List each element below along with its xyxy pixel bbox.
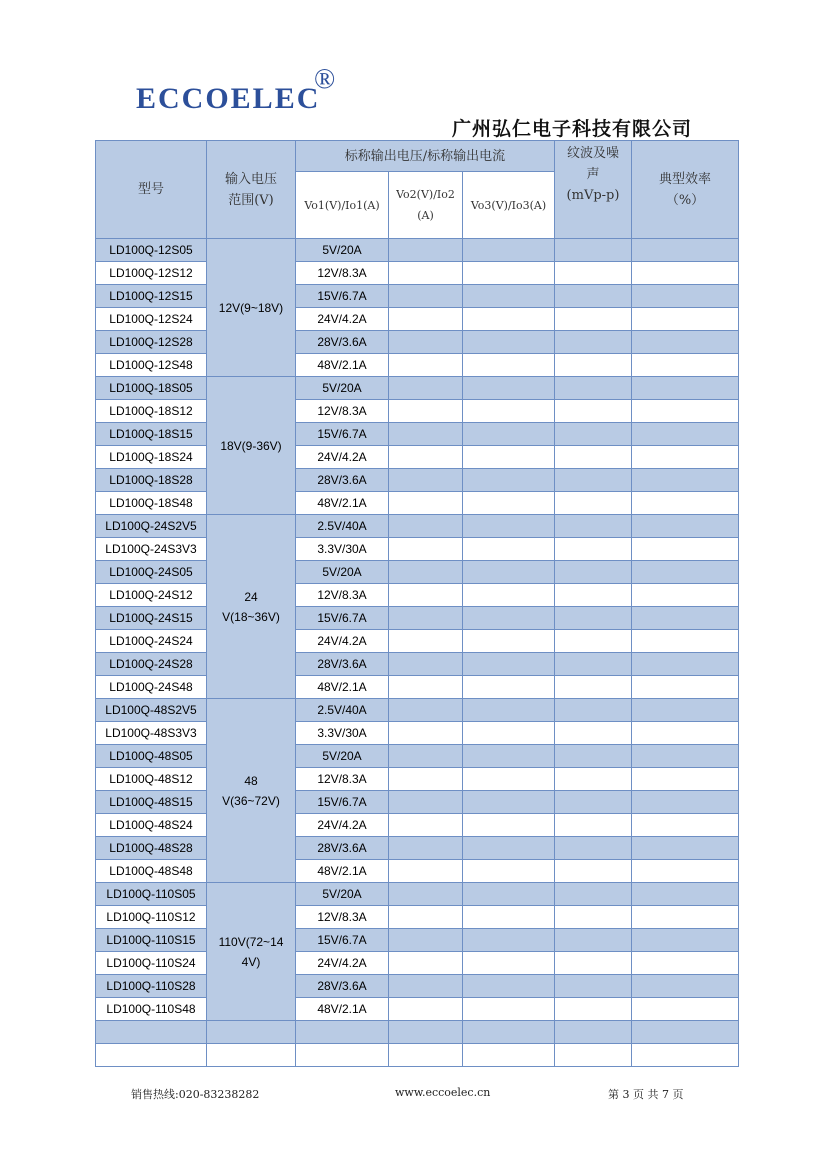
- vo2-cell: [389, 837, 463, 860]
- vo2-cell: [389, 745, 463, 768]
- vo1-cell: 15V/6.7A: [296, 929, 389, 952]
- ripple-cell: [555, 768, 632, 791]
- model-cell: LD100Q-48S28: [96, 837, 207, 860]
- vo1-cell: 48V/2.1A: [296, 354, 389, 377]
- vo3-cell: [463, 308, 555, 331]
- vo1-cell: 3.3V/30A: [296, 722, 389, 745]
- vo2-cell: [389, 791, 463, 814]
- vo3-cell: [463, 906, 555, 929]
- model-cell: LD100Q-18S15: [96, 423, 207, 446]
- model-cell: LD100Q-110S48: [96, 998, 207, 1021]
- ripple-cell: [555, 929, 632, 952]
- table-row: [96, 515, 739, 538]
- vo2-cell: [389, 584, 463, 607]
- model-cell: LD100Q-24S48: [96, 676, 207, 699]
- ripple-cell: [555, 515, 632, 538]
- vo2-cell: [389, 469, 463, 492]
- vo3-cell: [463, 285, 555, 308]
- ripple-cell: [555, 676, 632, 699]
- vo3-cell: [463, 492, 555, 515]
- efficiency-cell: [632, 883, 739, 906]
- vo2-cell: [389, 929, 463, 952]
- empty-cell: [296, 1021, 389, 1044]
- efficiency-cell: [632, 377, 739, 400]
- empty-cell: [389, 1021, 463, 1044]
- header-efficiency: [632, 141, 739, 239]
- model-cell: LD100Q-48S2V5: [96, 699, 207, 722]
- vo2-cell: [389, 262, 463, 285]
- vo1-cell: 12V/8.3A: [296, 906, 389, 929]
- vo2-cell: [389, 883, 463, 906]
- vo2-cell: [389, 377, 463, 400]
- vo1-cell: 24V/4.2A: [296, 308, 389, 331]
- ripple-cell: [555, 446, 632, 469]
- table-row: [96, 262, 739, 285]
- empty-cell: [296, 1044, 389, 1067]
- ripple-cell: [555, 791, 632, 814]
- table-row: [96, 883, 739, 906]
- vo1-cell: 12V/8.3A: [296, 768, 389, 791]
- table-row: [96, 354, 739, 377]
- vo2-cell: [389, 538, 463, 561]
- ripple-cell: [555, 745, 632, 768]
- efficiency-cell: [632, 814, 739, 837]
- vo2-cell: [389, 699, 463, 722]
- vo1-cell: 15V/6.7A: [296, 791, 389, 814]
- spec-table-body: [96, 239, 739, 1067]
- vo3-cell: [463, 860, 555, 883]
- table-row: [96, 584, 739, 607]
- efficiency-cell: [632, 837, 739, 860]
- vo3-cell: [463, 837, 555, 860]
- footer-website: www.eccoelec.cn: [395, 1086, 491, 1099]
- logo-text: ECCOELEC: [136, 82, 321, 115]
- vo3-cell: [463, 699, 555, 722]
- vo2-cell: [389, 308, 463, 331]
- efficiency-cell: [632, 492, 739, 515]
- footer-hotline: 销售热线:020-83238282: [131, 1088, 260, 1101]
- header-row-1: [96, 141, 739, 172]
- header-vo2: [389, 172, 463, 239]
- table-row: [96, 630, 739, 653]
- input-range-line1: 110V(72~14: [218, 934, 284, 949]
- vo2-cell: [389, 768, 463, 791]
- spec-table: [95, 140, 739, 1067]
- ripple-cell: [555, 377, 632, 400]
- vo1-cell: 15V/6.7A: [296, 607, 389, 630]
- ripple-cell: [555, 239, 632, 262]
- efficiency-cell: [632, 975, 739, 998]
- efficiency-cell: [632, 860, 739, 883]
- table-row: [96, 446, 739, 469]
- model-cell: LD100Q-48S05: [96, 745, 207, 768]
- efficiency-cell: [632, 607, 739, 630]
- ripple-cell: [555, 837, 632, 860]
- table-row: [96, 814, 739, 837]
- efficiency-cell: [632, 791, 739, 814]
- vo2-cell: [389, 354, 463, 377]
- vo3-cell: [463, 561, 555, 584]
- header-eff-line2: （%）: [665, 192, 705, 208]
- ripple-cell: [555, 906, 632, 929]
- ripple-cell: [555, 998, 632, 1021]
- table-row: [96, 469, 739, 492]
- company-name: 广州弘仁电子科技有限公司: [452, 118, 693, 140]
- ripple-cell: [555, 584, 632, 607]
- ripple-cell: [555, 607, 632, 630]
- vo1-cell: 24V/4.2A: [296, 814, 389, 837]
- header-vo2-line2: (A): [417, 209, 434, 222]
- model-cell: LD100Q-110S15: [96, 929, 207, 952]
- footer-page-number: 第 3 页 共 7 页: [608, 1088, 684, 1101]
- input-range-line1: 12V(9~18V): [218, 300, 284, 315]
- table-row: [96, 400, 739, 423]
- input-range-line1: 24: [244, 589, 258, 604]
- empty-cell: [555, 1021, 632, 1044]
- efficiency-cell: [632, 308, 739, 331]
- input-range-cell: [207, 883, 296, 1021]
- vo3-cell: [463, 630, 555, 653]
- table-row: [96, 699, 739, 722]
- vo2-cell: [389, 492, 463, 515]
- model-cell: LD100Q-12S15: [96, 285, 207, 308]
- vo2-cell: [389, 400, 463, 423]
- vo2-cell: [389, 561, 463, 584]
- empty-cell: [463, 1044, 555, 1067]
- efficiency-cell: [632, 906, 739, 929]
- model-cell: LD100Q-24S3V3: [96, 538, 207, 561]
- vo3-cell: [463, 354, 555, 377]
- table-row: [96, 722, 739, 745]
- table-row: [96, 975, 739, 998]
- vo2-cell: [389, 515, 463, 538]
- vo1-cell: 5V/20A: [296, 377, 389, 400]
- vo3-cell: [463, 676, 555, 699]
- table-row: [96, 423, 739, 446]
- ripple-cell: [555, 308, 632, 331]
- ripple-cell: [555, 814, 632, 837]
- efficiency-cell: [632, 239, 739, 262]
- ripple-cell: [555, 561, 632, 584]
- vo3-cell: [463, 952, 555, 975]
- vo3-cell: [463, 331, 555, 354]
- header-ripple-line1: 纹波及噪: [566, 146, 619, 161]
- model-cell: LD100Q-48S48: [96, 860, 207, 883]
- empty-cell: [207, 1021, 296, 1044]
- model-cell: LD100Q-18S28: [96, 469, 207, 492]
- empty-row: [96, 1021, 739, 1044]
- empty-cell: [632, 1021, 739, 1044]
- vo2-cell: [389, 653, 463, 676]
- table-row: [96, 653, 739, 676]
- header-input-range: [207, 141, 296, 239]
- vo1-cell: 5V/20A: [296, 561, 389, 584]
- vo3-cell: [463, 998, 555, 1021]
- ripple-cell: [555, 331, 632, 354]
- vo1-cell: 28V/3.6A: [296, 975, 389, 998]
- vo3-cell: [463, 607, 555, 630]
- table-row: [96, 308, 739, 331]
- header-input-line1: 输入电压: [224, 171, 277, 187]
- table-row: [96, 837, 739, 860]
- table-row: [96, 239, 739, 262]
- empty-cell: [389, 1044, 463, 1067]
- empty-cell: [463, 1021, 555, 1044]
- vo1-cell: 28V/3.6A: [296, 331, 389, 354]
- vo3-cell: [463, 791, 555, 814]
- efficiency-cell: [632, 285, 739, 308]
- model-cell: LD100Q-24S12: [96, 584, 207, 607]
- empty-cell: [555, 1044, 632, 1067]
- vo1-cell: 24V/4.2A: [296, 446, 389, 469]
- vo2-cell: [389, 975, 463, 998]
- efficiency-cell: [632, 515, 739, 538]
- vo1-cell: 12V/8.3A: [296, 262, 389, 285]
- vo1-cell: 48V/2.1A: [296, 676, 389, 699]
- vo1-cell: 12V/8.3A: [296, 400, 389, 423]
- model-cell: LD100Q-18S48: [96, 492, 207, 515]
- efficiency-cell: [632, 676, 739, 699]
- header-model: 型号: [96, 141, 207, 239]
- efficiency-cell: [632, 768, 739, 791]
- vo2-cell: [389, 239, 463, 262]
- ripple-cell: [555, 354, 632, 377]
- efficiency-cell: [632, 699, 739, 722]
- registered-mark: ®: [314, 64, 336, 95]
- table-row: [96, 952, 739, 975]
- table-row: [96, 768, 739, 791]
- vo3-cell: [463, 722, 555, 745]
- model-cell: LD100Q-12S24: [96, 308, 207, 331]
- input-range-cell: [207, 377, 296, 515]
- vo2-cell: [389, 285, 463, 308]
- table-row: [96, 561, 739, 584]
- ripple-cell: [555, 469, 632, 492]
- table-row: [96, 538, 739, 561]
- efficiency-cell: [632, 538, 739, 561]
- ripple-cell: [555, 262, 632, 285]
- table-row: [96, 676, 739, 699]
- vo1-cell: 2.5V/40A: [296, 515, 389, 538]
- company-logo: [136, 64, 336, 116]
- model-cell: LD100Q-24S15: [96, 607, 207, 630]
- vo3-cell: [463, 469, 555, 492]
- vo1-cell: 48V/2.1A: [296, 998, 389, 1021]
- ripple-cell: [555, 722, 632, 745]
- model-cell: LD100Q-110S28: [96, 975, 207, 998]
- input-range-cell: [207, 239, 296, 377]
- table-row: [96, 745, 739, 768]
- efficiency-cell: [632, 584, 739, 607]
- ripple-cell: [555, 400, 632, 423]
- table-row: [96, 860, 739, 883]
- vo3-cell: [463, 745, 555, 768]
- vo1-cell: 28V/3.6A: [296, 837, 389, 860]
- model-cell: LD100Q-24S24: [96, 630, 207, 653]
- header-eff-line1: 典型效率: [658, 171, 711, 187]
- efficiency-cell: [632, 400, 739, 423]
- vo3-cell: [463, 446, 555, 469]
- vo1-cell: 15V/6.7A: [296, 285, 389, 308]
- vo1-cell: 48V/2.1A: [296, 492, 389, 515]
- vo2-cell: [389, 860, 463, 883]
- vo3-cell: [463, 262, 555, 285]
- vo3-cell: [463, 883, 555, 906]
- input-range-cell: [207, 699, 296, 883]
- model-cell: LD100Q-48S24: [96, 814, 207, 837]
- vo2-cell: [389, 331, 463, 354]
- empty-cell: [207, 1044, 296, 1067]
- table-row: [96, 998, 739, 1021]
- vo3-cell: [463, 239, 555, 262]
- header-ripple-line3: (mVp-p): [566, 188, 620, 203]
- header-output-group: 标称输出电压/标称输出电流: [296, 141, 555, 172]
- header-ripple: [555, 141, 632, 239]
- vo1-cell: 5V/20A: [296, 239, 389, 262]
- table-row: [96, 607, 739, 630]
- efficiency-cell: [632, 331, 739, 354]
- ripple-cell: [555, 860, 632, 883]
- efficiency-cell: [632, 722, 739, 745]
- vo3-cell: [463, 377, 555, 400]
- vo2-cell: [389, 607, 463, 630]
- table-row: [96, 377, 739, 400]
- vo1-cell: 28V/3.6A: [296, 469, 389, 492]
- vo1-cell: 5V/20A: [296, 745, 389, 768]
- model-cell: LD100Q-12S48: [96, 354, 207, 377]
- vo2-cell: [389, 722, 463, 745]
- model-cell: LD100Q-24S2V5: [96, 515, 207, 538]
- model-cell: LD100Q-110S12: [96, 906, 207, 929]
- input-range-line2: V(36~72V): [222, 793, 280, 808]
- ripple-cell: [555, 975, 632, 998]
- ripple-cell: [555, 285, 632, 308]
- ripple-cell: [555, 492, 632, 515]
- model-cell: LD100Q-110S05: [96, 883, 207, 906]
- vo1-cell: 24V/4.2A: [296, 952, 389, 975]
- efficiency-cell: [632, 929, 739, 952]
- model-cell: LD100Q-24S28: [96, 653, 207, 676]
- vo3-cell: [463, 584, 555, 607]
- vo3-cell: [463, 975, 555, 998]
- efficiency-cell: [632, 262, 739, 285]
- input-range-line2: V(18~36V): [222, 609, 280, 624]
- vo1-cell: 12V/8.3A: [296, 584, 389, 607]
- model-cell: LD100Q-12S05: [96, 239, 207, 262]
- header-vo2-line1: Vo2(V)/Io2: [396, 188, 455, 201]
- efficiency-cell: [632, 630, 739, 653]
- table-row: [96, 791, 739, 814]
- table-row: [96, 331, 739, 354]
- input-range-line1: 18V(9-36V): [220, 438, 282, 453]
- vo3-cell: [463, 400, 555, 423]
- ripple-cell: [555, 699, 632, 722]
- input-range-cell: [207, 515, 296, 699]
- vo2-cell: [389, 630, 463, 653]
- ripple-cell: [555, 630, 632, 653]
- vo1-cell: 5V/20A: [296, 883, 389, 906]
- table-row: [96, 285, 739, 308]
- vo2-cell: [389, 676, 463, 699]
- vo1-cell: 48V/2.1A: [296, 860, 389, 883]
- model-cell: LD100Q-12S28: [96, 331, 207, 354]
- efficiency-cell: [632, 446, 739, 469]
- model-cell: LD100Q-18S24: [96, 446, 207, 469]
- empty-cell: [96, 1021, 207, 1044]
- ripple-cell: [555, 423, 632, 446]
- vo1-cell: 28V/3.6A: [296, 653, 389, 676]
- efficiency-cell: [632, 653, 739, 676]
- vo2-cell: [389, 998, 463, 1021]
- ripple-cell: [555, 952, 632, 975]
- efficiency-cell: [632, 561, 739, 584]
- vo3-cell: [463, 768, 555, 791]
- vo3-cell: [463, 423, 555, 446]
- model-cell: LD100Q-48S15: [96, 791, 207, 814]
- efficiency-cell: [632, 952, 739, 975]
- model-cell: LD100Q-18S12: [96, 400, 207, 423]
- model-cell: LD100Q-12S12: [96, 262, 207, 285]
- empty-cell: [96, 1044, 207, 1067]
- ripple-cell: [555, 653, 632, 676]
- input-range-line1: 48: [244, 773, 258, 788]
- header-vo3: Vo3(V)/Io3(A): [463, 172, 555, 239]
- vo3-cell: [463, 814, 555, 837]
- vo3-cell: [463, 929, 555, 952]
- table-row: [96, 906, 739, 929]
- vo2-cell: [389, 952, 463, 975]
- model-cell: LD100Q-18S05: [96, 377, 207, 400]
- vo2-cell: [389, 906, 463, 929]
- efficiency-cell: [632, 998, 739, 1021]
- vo3-cell: [463, 515, 555, 538]
- table-row: [96, 492, 739, 515]
- vo1-cell: 2.5V/40A: [296, 699, 389, 722]
- input-range-line2: 4V): [241, 954, 261, 969]
- model-cell: LD100Q-110S24: [96, 952, 207, 975]
- model-cell: LD100Q-48S3V3: [96, 722, 207, 745]
- vo2-cell: [389, 423, 463, 446]
- empty-cell: [632, 1044, 739, 1067]
- vo1-cell: 15V/6.7A: [296, 423, 389, 446]
- model-cell: LD100Q-48S12: [96, 768, 207, 791]
- ripple-cell: [555, 883, 632, 906]
- vo1-cell: 3.3V/30A: [296, 538, 389, 561]
- empty-row: [96, 1044, 739, 1067]
- ripple-cell: [555, 538, 632, 561]
- efficiency-cell: [632, 745, 739, 768]
- header-input-line2: 范围(V): [228, 192, 274, 208]
- vo3-cell: [463, 538, 555, 561]
- header-ripple-line2: 声: [586, 167, 600, 182]
- efficiency-cell: [632, 423, 739, 446]
- header-vo1: Vo1(V)/Io1(A): [296, 172, 389, 239]
- vo2-cell: [389, 814, 463, 837]
- efficiency-cell: [632, 469, 739, 492]
- efficiency-cell: [632, 354, 739, 377]
- model-cell: LD100Q-24S05: [96, 561, 207, 584]
- table-row: [96, 929, 739, 952]
- vo1-cell: 24V/4.2A: [296, 630, 389, 653]
- vo2-cell: [389, 446, 463, 469]
- vo3-cell: [463, 653, 555, 676]
